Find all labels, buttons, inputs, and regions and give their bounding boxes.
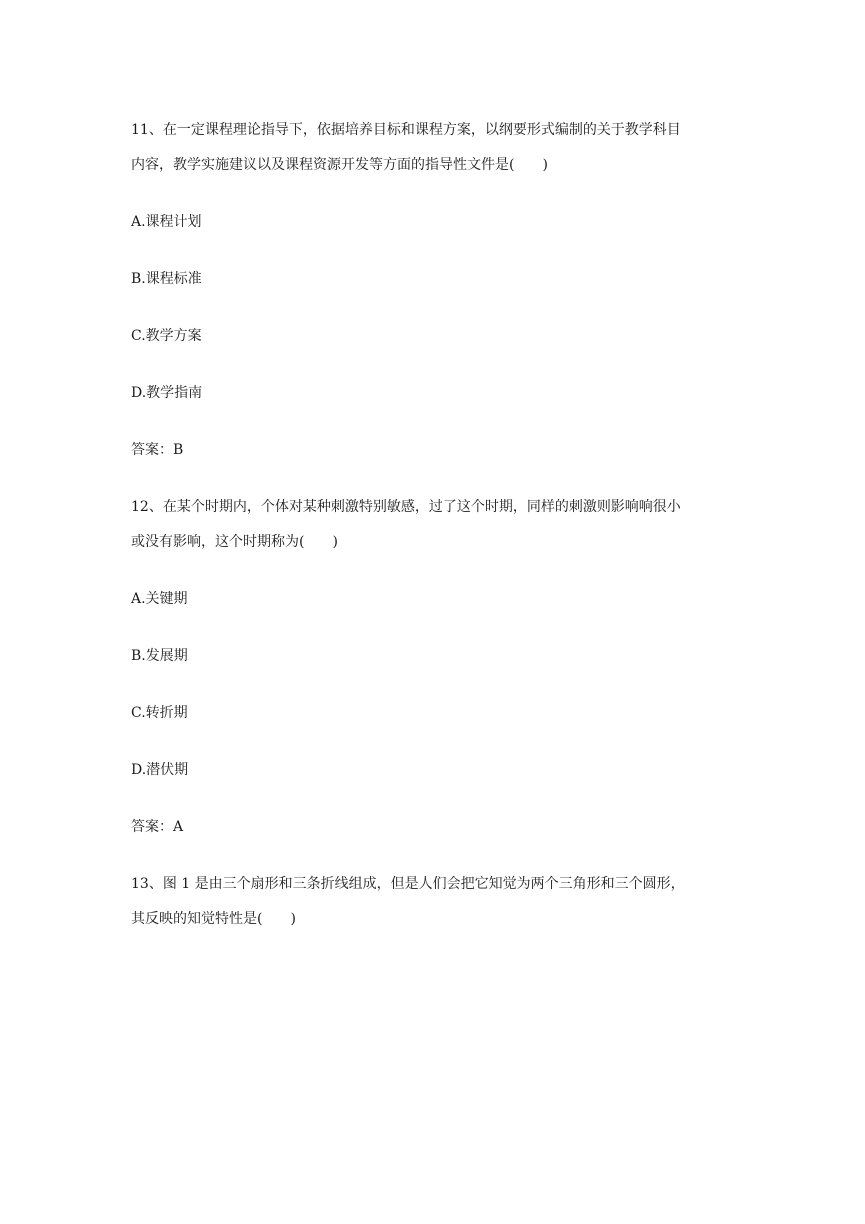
question-11-option-c: C.教学方案	[131, 328, 202, 344]
question-12-option-c: C.转折期	[131, 705, 188, 721]
question-12-stem-line-2: 或没有影响，这个时期称为( )	[131, 534, 338, 550]
question-13-stem-line-1: 13、图 1 是由三个扇形和三条折线组成，但是人们会把它知觉为两个三角形和三个圆形，	[131, 876, 685, 892]
question-12-option-d: D.潜伏期	[131, 762, 189, 778]
question-12-stem-line-1: 12、在某个时期内，个体对某种刺激特别敏感，过了这个时期，同样的刺激则影响响很小	[131, 499, 681, 515]
question-13-stem-line-2: 其反映的知觉特性是( )	[131, 911, 296, 927]
question-11-option-d: D.教学指南	[131, 385, 203, 401]
question-11-answer: 答案：B	[131, 442, 184, 458]
question-11-option-b: B.课程标准	[131, 271, 202, 287]
question-11-option-a: A.课程计划	[131, 214, 202, 230]
question-11-stem-line-2: 内容，教学实施建议以及课程资源开发等方面的指导性文件是( )	[131, 157, 548, 173]
question-12-answer: 答案：A	[131, 819, 184, 835]
question-12-option-b: B.发展期	[131, 648, 188, 664]
question-12-option-a: A.关键期	[131, 591, 188, 607]
question-11-stem-line-1: 11、在一定课程理论指导下，依据培养目标和课程方案，以纲要形式编制的关于教学科目	[131, 122, 681, 138]
